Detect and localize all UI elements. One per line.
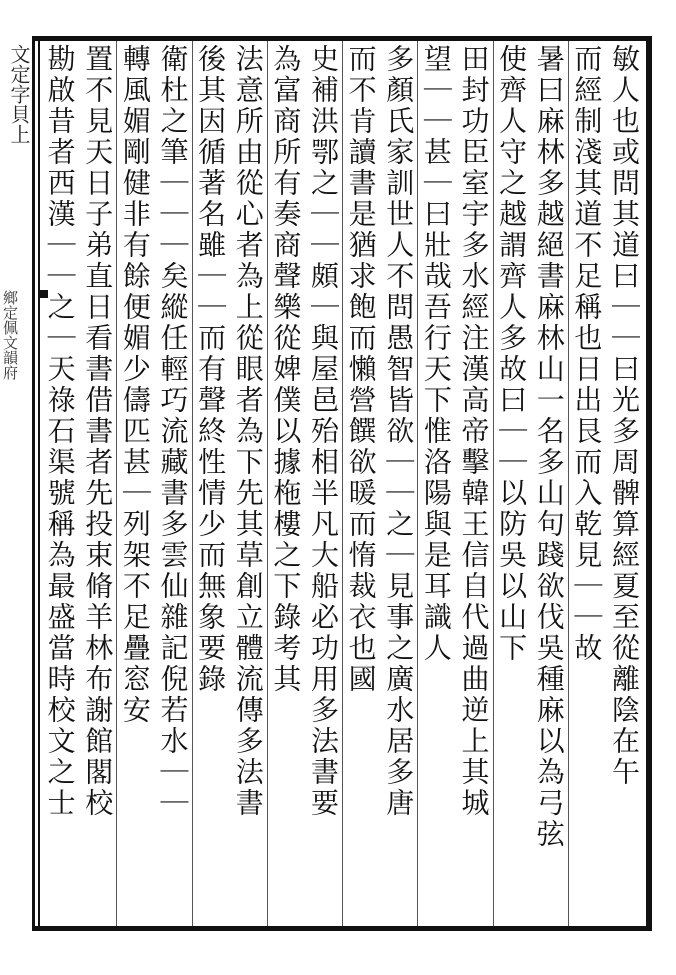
text-column: 多顏氏家訓世人不問愚智皆欲｜｜之｜見事之廣水居多唐 xyxy=(382,44,416,819)
frame-left-inner-rule xyxy=(38,36,40,931)
text-column: 後其因循著名雖｜｜而有聲終性情少而無象要錄 xyxy=(194,44,228,695)
text-column: 田封功臣室宇多水經注漢高帝擊韓王信自代過曲逆上其城 xyxy=(457,44,491,819)
text-column: 史補洪鄂之｜｜頗｜與屋邑殆相半凡大船必功用多法書要 xyxy=(307,44,340,819)
text-column: 而不肯讀書是猶求飽而懶營饌欲暖而惰裁衣也國 xyxy=(344,44,378,695)
text-column: 法意所由從心者為上從眼者為下先其草創立體流傳多法書 xyxy=(231,44,265,819)
text-column: 敏人也或問其道曰｜｜曰光多周髀算經夏至從離陰在午 xyxy=(608,44,641,788)
text-column: 為富商所有奏商聲樂從婢僕以據柂樓之下錄考其 xyxy=(269,44,303,695)
text-column: 勘啟昔者西漢｜｜之｜天祿石渠號稱為最盛當時校文之士 xyxy=(43,44,77,819)
frame-bottom-rule xyxy=(34,926,652,931)
text-column: 暑曰麻林多越絕書麻林山一名多山句踐欲伐吳種麻以為弓弦 xyxy=(532,44,566,850)
frame-left-rule xyxy=(32,36,35,931)
text-column: 使齊人守之越謂齊人多故曰｜｜以防吳以山下 xyxy=(495,44,529,664)
text-column: 衛杜之筆｜｜｜矣縱任輕巧流藏書多雲仙雜記倪若水｜｜ xyxy=(156,44,190,819)
text-column: 而經制淺其道不足稱也日出艮而入乾見｜｜故 xyxy=(570,44,604,664)
frame-right-rule xyxy=(646,36,652,931)
margin-side-label: 鄉定佩文韻府 xyxy=(1,290,19,380)
margin-edge-text: 文定字貝上 xyxy=(7,44,31,144)
text-column: 望｜｜甚｜曰壯哉吾行天下惟洛陽與是耳識人 xyxy=(419,44,453,664)
frame-top-rule xyxy=(34,36,652,41)
text-column: 轉風媚剛健非有餘便媚少儔匹甚｜列架不足疊窓安 xyxy=(118,44,152,726)
text-column: 置不見天日子弟直日看書借書者先投束脩羊林布謝館閣校 xyxy=(81,44,115,819)
